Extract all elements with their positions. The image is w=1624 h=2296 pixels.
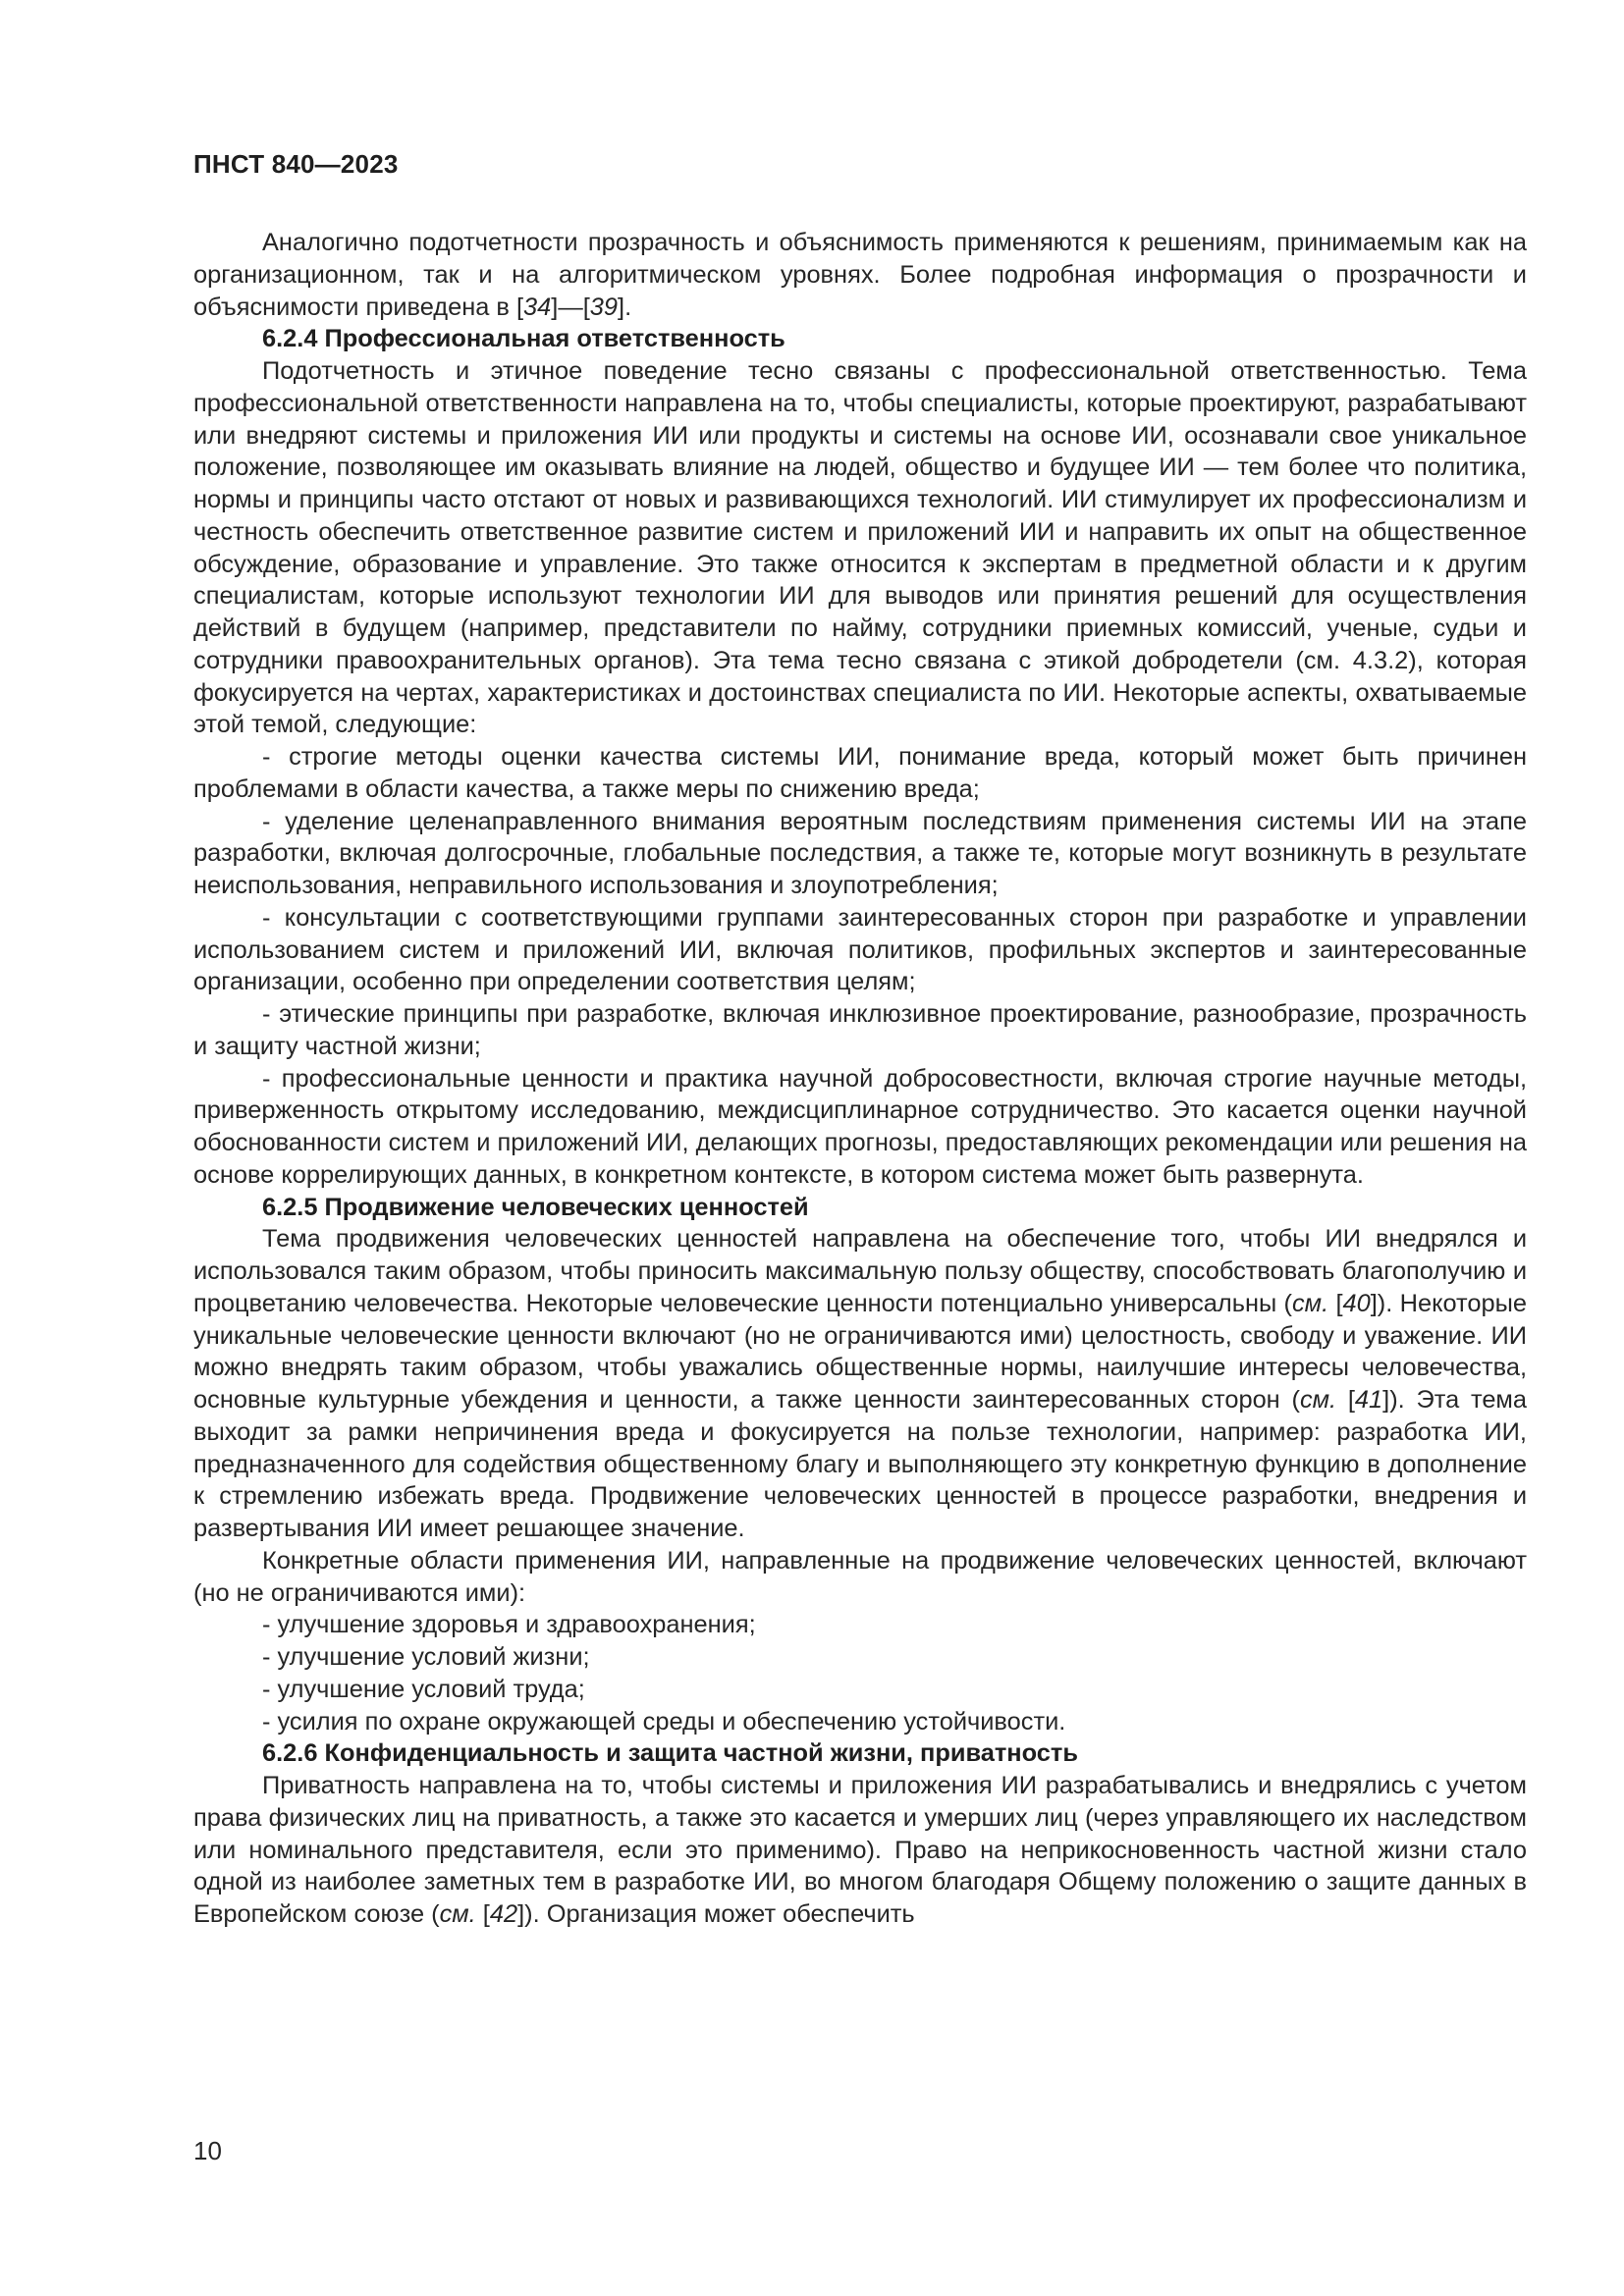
paragraph-text: ]—[	[551, 293, 590, 321]
page-number: 10	[193, 2136, 222, 2165]
paragraph-text: ].	[618, 293, 632, 321]
list-item: - профессиональные ценности и практика научной добросовестности, включая строгие научные методы, приверженность открытому исследованию, междисциплинарное сотрудничество. Это касается оценки научной обоснованности систем и приложений ИИ, делающих прогнозы, предоставляющих рекомендации или решения на основе коррелирующих данных, в конкретном контексте, в котором система может быть развернута.	[193, 1064, 1527, 1189]
reference-42: 42	[489, 1900, 518, 1928]
reference-34: 34	[523, 293, 552, 321]
paragraph-text: ]). Некоторые уникальные человеческие ценности включают (но не ограничиваются ими) целостность, свободу и уважение. ИИ можно внедрять таким образом, чтобы уважались общественные нормы, наилучшие интересы человечества, основные культурные убеждения и ценности, а также ценности заинтересованных сторон (	[193, 1289, 1527, 1414]
section-heading-6-2-6: 6.2.6 Конфиденциальность и защита частной жизни, приватность	[262, 1739, 1078, 1768]
paragraph-text: Тема продвижения человеческих ценностей направлена на обеспечение того, чтобы ИИ внедрялся и использовался таким образом, чтобы приносить максимальную пользу обществу, способствовать благополучию и процветанию человечества. Некоторые человеческие ценности потенциально универсальны (	[193, 1225, 1527, 1317]
list-item: - строгие методы оценки качества системы ИИ, понимание вреда, который может быть причинен проблемами в области качества, а также меры по снижению вреда;	[193, 743, 1527, 803]
document-code-header: ПНСТ 840—2023	[193, 149, 399, 179]
reference-39: 39	[589, 293, 619, 321]
list-item: - улучшение условий жизни;	[262, 1643, 590, 1671]
paragraph-professional-responsibility: Подотчетность и этичное поведение тесно связаны с профессиональной ответственностью. Тема профессиональной ответственности направлена на то, чтобы специалисты, которые проектируют, разрабатывают или внедряют системы и приложения ИИ или продукты и системы на основе ИИ, осознавали свое уникальное положение, позволяющее им оказывать влияние на людей, общество и будущее ИИ — тем более что политика, нормы и принципы часто отстают от новых и развивающихся технологий. ИИ стимулирует их профессионализм и честность обеспечить ответственное развитие систем и приложений ИИ и направить их опыт на общественное обсуждение, образование и управление. Это также относится к экспертам в предметной области и к другим специалистам, которые используют технологии ИИ для выводов или принятия решений для осуществления действий в будущем (например, представители по найму, сотрудники приемных комиссий, ученые, судьи и сотрудники правоохранительных органов). Эта тема тесно связана с этикой добродетели (см. 4.3.2), которая фокусируется на чертах, характеристиках и достоинствах специалиста по ИИ. Некоторые аспекты, охватываемые этой темой, следующие:	[193, 357, 1527, 739]
paragraph-human-values	[193, 1223, 1527, 1545]
document-body	[193, 227, 1527, 1931]
paragraph-text: [	[1336, 1386, 1355, 1414]
paragraph-text: [	[475, 1900, 490, 1928]
list-item: - этические принципы при разработке, включая инклюзивное проектирование, разнообразие, прозрачность и защиту частной жизни;	[193, 1000, 1527, 1060]
paragraph-text: Приватность направлена на то, чтобы системы и приложения ИИ разрабатывались и внедрялись с учетом права физических лиц на приватность, а также это касается и умерших лиц (через управляющего их наследством или номинального представителя, если это применимо). Право на неприкосновенность частной жизни стало одной из наиболее заметных тем в разработке ИИ, во многом благодаря Общему положению о защите данных в Европейском союзе (	[193, 1772, 1527, 1928]
see-reference-label: см.	[1299, 1386, 1337, 1414]
paragraph-transparency	[193, 227, 1527, 323]
see-reference-label: см.	[1291, 1289, 1329, 1317]
paragraph-text: ]). Эта тема выходит за рамки непричинения вреда и фокусируется на пользе технологии, например: разработка ИИ, предназначенного для содействия общественному благу и выполняющего эту конкретную функцию в дополнение к стремлению избежать вреда. Продвижение человеческих ценностей в процессе разработки, внедрения и развертывания ИИ имеет решающее значение.	[193, 1386, 1528, 1542]
list-item: - улучшение здоровья и здравоохранения;	[262, 1611, 756, 1639]
list-item: - уделение целенаправленного внимания вероятным последствиям применения системы ИИ на этапе разработки, включая долгосрочные, глобальные последствия, а также те, которые могут возникнуть в результате неиспользования, неправильного использования и злоупотребления;	[193, 807, 1527, 899]
paragraph-application-areas: Конкретные области применения ИИ, направленные на продвижение человеческих ценностей, включают (но не ограничиваются ими):	[193, 1546, 1527, 1607]
section-heading-6-2-4: 6.2.4 Профессиональная ответственность	[262, 325, 785, 353]
reference-40: 40	[1342, 1289, 1371, 1317]
paragraph-text: ]). Организация может обеспечить	[517, 1900, 915, 1928]
see-reference-label: см.	[439, 1900, 476, 1928]
paragraph-privacy	[193, 1770, 1527, 1931]
reference-41: 41	[1354, 1386, 1383, 1414]
list-item: - консультации с соответствующими группами заинтересованных сторон при разработке и управлении использованием систем и приложений ИИ, включая политиков, профильных экспертов и заинтересованные организации, особенно при определении соответствия целям;	[193, 903, 1527, 996]
list-item: - улучшение условий труда;	[262, 1675, 585, 1703]
list-item: - усилия по охране окружающей среды и обеспечению устойчивости.	[262, 1707, 1066, 1735]
paragraph-text: [	[1328, 1289, 1343, 1317]
paragraph-text: Аналогично подотчетности прозрачность и объяснимость применяются к решениям, принимаемым как на организационном, так и на алгоритмическом уровнях. Более подробная информация о прозрачности и объяснимости приведена в [	[193, 229, 1527, 321]
section-heading-6-2-5: 6.2.5 Продвижение человеческих ценностей	[262, 1193, 809, 1221]
